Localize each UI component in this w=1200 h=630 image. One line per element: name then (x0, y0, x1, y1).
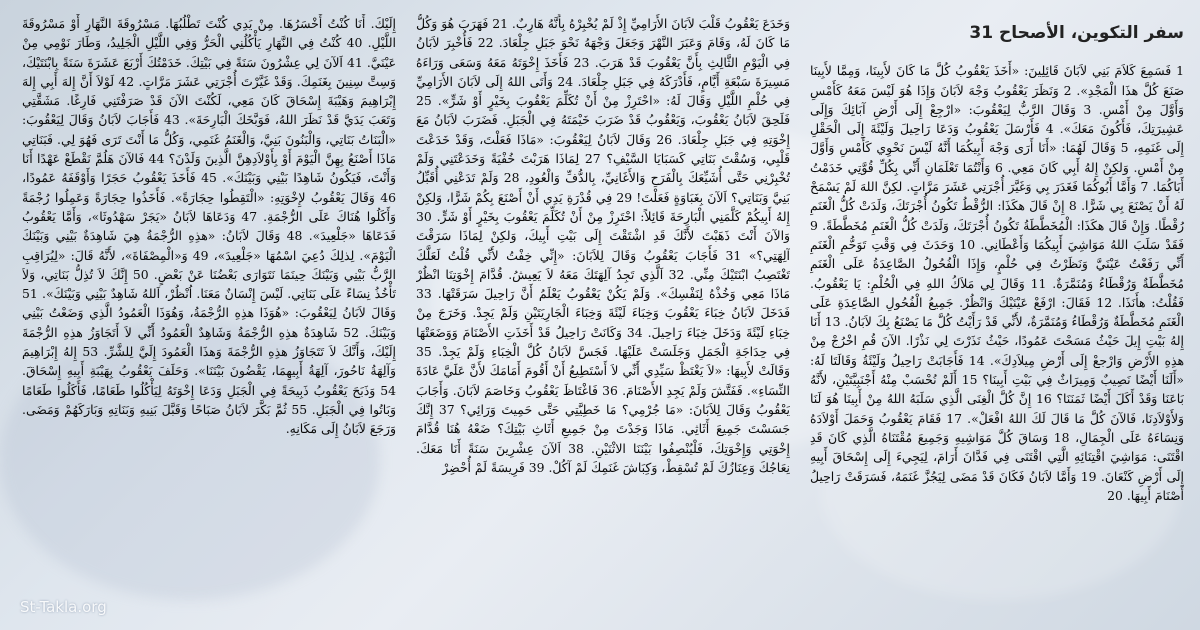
site-watermark: St-Takla.org (20, 598, 107, 616)
text-column-right (810, 14, 1184, 604)
text-column-left (22, 14, 396, 604)
text-columns (22, 14, 1184, 604)
text-column-middle (416, 14, 790, 604)
column-text: إِلَيْكَ. أَنَا كُنْتُ أَخْسَرُهَا. مِنْ يَدِي كُنْتَ تَطْلُبُهَا. مَسْرُوقَةَ النَّهَارِ أَوْ مَسْرُوقَةَ اللَّيْلِ. 40 كُنْتُ فِي النَّهَارِ يَأْكُلُنِي الْحَرُّ وَفِي اللَّيْلِ الْجَلِيدُ، وَطَارَ نَوْمِي مِنْ عَيْنَيَّ. 41 اَلآنَ لِي عِشْرُونَ سَنَةً فِي بَيْتِكَ. خَدَمْتُكَ أَرْبَعَ عَشَرَةَ سَنَةً بِابْنَتَيْكَ، وَسِتَّ سِنِينَ بِغَنَمِكَ. وَقَدْ غَيَّرْتَ أُجْرَتِي عَشَرَ مَرَّاتٍ. 42 لَوْلاَ أَنَّ إِلهَ أَبِي إِلهَ إِبْرَاهِيمَ وَهَيْبَةَ إِسْحَاقَ كَانَ مَعِي، لَكُنْتَ الآنَ قَدْ صَرَفْتَنِي فَارِغًا. مَشَقَّتِي وَتَعَبَ يَدَيَّ قَدْ نَظَرَ اللهُ، فَوَبَّخَكَ الْبَارِحَةَ». 43 فَأَجَابَ لاَبَانُ وَقَالَ لِيَعْقُوبَ: «الْبَنَاتُ بَنَاتِي، وَالْبَنُونَ بَنِيَّ، وَالْغَنَمُ غَنَمِي، وَكُلُّ مَا أَنْتَ تَرَى فَهُوَ لِي. فَبَنَاتِي مَاذَا أَصْنَعُ بِهِنَّ الْيَوْمَ أَوْ بِأَوْلاَدِهِنَّ الَّذِينَ وَلَدْنَ؟ 44 فَالآنَ هَلُمَّ نَقْطَعْ عَهْدًا أَنَا وَأَنْتَ، فَيَكُونُ شَاهِدًا بَيْنِي وَبَيْنَكَ». 45 فَأَخَذَ يَعْقُوبُ حَجَرًا وَأَوْقَفَهُ عَمُودًا، 46 وَقَالَ يَعْقُوبُ لإِخْوَتِهِ: «الْتَقِطُوا حِجَارَةً». فَأَخَذُوا حِجَارَةً وَعَمِلُوا رُجْمَةً وَأَكَلُوا هُنَاكَ عَلَى الرُّجْمَةِ. 47 وَدَعَاهَا لاَبَانُ «يَجَرْ سَهْدُوثَا»، وَأَمَّا يَعْقُوبُ فَدَعَاهَا «جَلْعِيدَ». 48 وَقَالَ لاَبَانُ: «هذِهِ الرُّجْمَةُ هِيَ شَاهِدَةٌ بَيْنِي وَبَيْنَكَ الْيَوْمَ». لِذلِكَ دُعِيَ اسْمُهَا «جَلْعِيدَ»، 49 وَ«الْمِصْفَاةَ»، لأَنَّهُ قَالَ: «لِيُرَاقِبِ الرَّبُّ بَيْنِي وَبَيْنَكَ حِينَمَا نَتَوَارَى بَعْضُنَا عَنْ بَعْضٍ. 50 إِنَّكَ لاَ تُذِلُّ بَنَاتِي، وَلاَ تَأْخُذُ نِسَاءً عَلَى بَنَاتِي. لَيْسَ إِنْسَانٌ مَعَنَا. اُنْظُرْ، اَللهُ شَاهِدٌ بَيْنِي وَبَيْنَكَ». 51 وَقَالَ لاَبَانُ لِيَعْقُوبَ: «هُوَذَا هذِهِ الرُّجْمَةُ، وَهُوَذَا الْعَمُودُ الَّذِي وَضَعْتُ بَيْنِي وَبَيْنَكَ. 52 شَاهِدَةٌ هذِهِ الرُّجْمَةُ وَشَاهِدٌ الْعَمُودُ أَنِّي لاَ أَتَجَاوَزُ هذِهِ الرُّجْمَةَ إِلَيْكَ، وَأَنَّكَ لاَ تَتَجَاوَزُ هذِهِ الرُّجْمَةَ وَهذَا الْعَمُودَ إِلَيَّ لِلشَّرِّ. 53 إِلهُ إِبْرَاهِيمَ وَآلِهَةُ نَاحُورَ، آلِهَةُ أَبِيهِمَا، يَقْضُونَ بَيْنَنَا». وَحَلَفَ يَعْقُوبُ بِهَيْبَةِ أَبِيهِ إِسْحَاقَ. 54 وَذَبَحَ يَعْقُوبُ ذَبِيحَةً فِي الْجَبَلِ وَدَعَا إِخْوَتَهُ لِيَأْكُلُوا طَعَامًا، فَأَكَلُوا طَعَامًا وَبَاتُوا فِي الْجَبَلِ. 55 ثُمَّ بَكَّرَ لاَبَانُ صَبَاحًا وَقَبَّلَ بَنِيهِ وَبَنَاتِهِ وَبَارَكَهُمْ وَمَضَى. وَرَجَعَ لاَبَانُ إِلَى مَكَانِهِ. (22, 16, 396, 437)
column-text: وَخَدَعَ يَعْقُوبُ قَلْبَ لاَبَانَ الأَرَامِيِّ إِذْ لَمْ يُخْبِرْهُ بِأَنَّهُ هَارِبٌ. 21 فَهَرَبَ هُوَ وَكُلُّ مَا كَانَ لَهُ، وَقَامَ وَعَبَرَ النَّهْرَ وَجَعَلَ وَجْهَهُ نَحْوَ جَبَلِ جِلْعَادَ. 22 فَأُخْبِرَ لاَبَانُ فِي الْيَوْمِ الثَّالِثِ بِأَنَّ يَعْقُوبَ قَدْ هَرَبَ. 23 فَأَخَذَ إِخْوَتَهُ مَعَهُ وَسَعَى وَرَاءَهُ مَسِيرَةَ سَبْعَةِ أَيَّامٍ، فَأَدْرَكَهُ فِي جَبَلِ جِلْعَادَ. 24 وَأَتَى اللهُ إِلَى لاَبَانَ الأَرَامِيِّ فِي حُلْمِ اللَّيْلِ وَقَالَ لَهُ: «احْتَرِزْ مِنْ أَنْ تُكَلِّمَ يَعْقُوبَ بِخَيْرٍ أَوْ شَرٍّ». 25 فَلَحِقَ لاَبَانُ يَعْقُوبَ، وَيَعْقُوبُ قَدْ ضَرَبَ خَيْمَتَهُ فِي الْجَبَلِ. فَضَرَبَ لاَبَانُ مَعَ إِخْوَتِهِ فِي جَبَلِ جِلْعَادَ. 26 وَقَالَ لاَبَانُ لِيَعْقُوبَ: «مَاذَا فَعَلْتَ، وَقَدْ خَدَعْتَ قَلْبِي، وَسُقْتَ بَنَاتِي كَسَبَايَا السَّيْفِ؟ 27 لِمَاذَا هَرَبْتَ خُفْيَةً وَخَدَعْتَنِي وَلَمْ تُخْبِرْنِي حَتَّى أُشَيِّعَكَ بِالْفَرَحِ وَالأَغَانِيِّ، بِالدُّفِّ وَالْعُودِ، 28 وَلَمْ تَدَعْنِي أُقَبِّلُ بَنِيَّ وَبَنَاتِي؟ اَلآنَ بِغَبَاوَةٍ فَعَلْتَ! 29 فِي قُدْرَةِ يَدِي أَنْ أَصْنَعَ بِكُمْ شَرًّا، وَلكِنْ إِلهُ أَبِيكُمْ كَلَّمَنِي الْبَارِحَةَ قَائِلاً: احْتَرِزْ مِنْ أَنْ تُكَلِّمَ يَعْقُوبَ بِخَيْرٍ أَوْ شَرٍّ. 30 وَالآنَ أَنْتَ ذَهَبْتَ لأَنَّكَ قَدِ اشْتَقْتَ إِلَى بَيْتِ أَبِيكَ، وَلكِنْ لِمَاذَا سَرَقْتَ آلِهَتِي؟» 31 فَأَجَابَ يَعْقُوبُ وَقَالَ لِلاَبَانَ: «إِنِّي خِفْتُ لأَنِّي قُلْتُ لَعَلَّكَ تَغْتَصِبُ ابْنَتَيْكَ مِنِّي. 32 اَلَّذِي تَجِدُ آلِهَتَكَ مَعَهُ لاَ يَعِيشُ. قُدَّامَ إِخْوَتِنَا انْظُرْ مَاذَا مَعِي وَخُذْهُ لِنَفْسِكَ». وَلَمْ يَكُنْ يَعْقُوبُ يَعْلَمُ أَنَّ رَاحِيلَ سَرَقَتْهَا. 33 فَدَخَلَ لاَبَانُ خِبَاءَ يَعْقُوبَ وَخِبَاءَ لَيْئَةَ وَخِبَاءَ الْجَارِيَتَيْنِ وَلَمْ يَجِدْ. وَخَرَجَ مِنْ خِبَاءِ لَيْئَةَ وَدَخَلَ خِبَاءَ رَاحِيلَ. 34 وَكَانَتْ رَاحِيلُ قَدْ أَخَذَتِ الأَصْنَامَ وَوَضَعَتْهَا فِي حِدَاجَةِ الْجَمَلِ وَجَلَسَتْ عَلَيْهَا. فَجَسَّ لاَبَانُ كُلَّ الْخِبَاءِ وَلَمْ يَجِدْ. 35 وَقَالَتْ لأَبِيهَا: «لاَ يَغْتَظْ سَيِّدِي أَنِّي لاَ أَسْتَطِيعُ أَنْ أَقُومَ أَمَامَكَ لأَنَّ عَلَيَّ عَادَةَ النِّسَاءِ». فَفَتَّشَ وَلَمْ يَجِدِ الأَصْنَامَ. 36 فَاغْتَاظَ يَعْقُوبُ وَخَاصَمَ لاَبَانَ. وَأَجَابَ يَعْقُوبُ وَقَالَ لِلاَبَانَ: «مَا جُرْمِي؟ مَا خَطِيَّتِي حَتَّى حَمِيتَ وَرَائِي؟ 37 إِنَّكَ جَسَسْتَ جَمِيعَ أَثَاثِي. مَاذَا وَجَدْتَ مِنْ جَمِيعِ أَثَاثِ بَيْتِكَ؟ ضَعْهُ هُنَا قُدَّامَ إِخْوَتِي وَإِخْوَتِكَ، فَلْيُنْصِفُوا بَيْنَنَا الاثْنَيْنِ. 38 اَلآنَ عِشْرِينَ سَنَةً أَنَا مَعَكَ. نِعَاجُكَ وَعِنَازُكَ لَمْ تُسْقِطْ، وَكِبَاشَ غَنَمِكَ لَمْ آكُلْ. 39 فَرِيسَةً لَمْ أُحْضِرْ (416, 16, 790, 475)
column-text: 1 فَسَمِعَ كَلاَمَ بَنِي لاَبَانَ قَائِلِينَ: «أَخَذَ يَعْقُوبُ كُلَّ مَا كَانَ لأَبِينَا، وَمِمَّا لأَبِينَا صَنَعَ كُلَّ هذَا الْمَجْدِ». 2 وَنَظَرَ يَعْقُوبُ وَجْهَ لاَبَانَ وَإِذَا هُوَ لَيْسَ مَعَهُ كَأَمْسِ وَأَوَّلَ مِنْ أَمْسِ. 3 وَقَالَ الرَّبُّ لِيَعْقُوبَ: «ارْجِعْ إِلَى أَرْضِ آبَائِكَ وَإِلَى عَشِيرَتِكَ، فَأَكُونَ مَعَكَ». 4 فَأَرْسَلَ يَعْقُوبُ وَدَعَا رَاحِيلَ وَلَيْئَةَ إِلَى الْحَقْلِ إِلَى غَنَمِهِ، 5 وَقَالَ لَهُمَا: «أَنَا أَرَى وَجْهَ أَبِيكُمَا أَنَّهُ لَيْسَ نَحْوِي كَأَمْسِ وَأَوَّلَ مِنْ أَمْسِ. وَلكِنْ إِلهُ أَبِي كَانَ مَعِي. 6 وَأَنْتُمَا تَعْلَمَانِ أَنِّي بِكُلِّ قُوَّتِي خَدَمْتُ أَبَاكُمَا. 7 وَأَمَّا أَبُوكُمَا فَغَدَرَ بِي وَغَيَّرَ أُجْرَتِي عَشَرَ مَرَّاتٍ. لكِنَّ اللهَ لَمْ يَسْمَحْ لَهُ أَنْ يَصْنَعَ بِي شَرًّا. 8 إِنْ قَالَ هكَذَا: الرُّقْطُ تَكُونُ أُجْرَتَكَ، وَلَدَتْ كُلُّ الْغَنَمِ رُقْطًا. وَإِنْ قَالَ هكَذَا: الْمُخَطَّطَةُ تَكُونُ أُجْرَتَكَ، وَلَدَتْ كُلُّ الْغَنَمِ مُخَطَّطَةً. 9 فَقَدْ سَلَبَ اللهُ مَوَاشِيَ أَبِيكُمَا وَأَعْطَانِي. 10 وَحَدَثَ فِي وَقْتِ تَوَحُّمِ الْغَنَمِ أَنِّي رَفَعْتُ عَيْنَيَّ وَنَظَرْتُ فِي حُلْمٍ، وَإِذَا الْفُحُولُ الصَّاعِدَةُ عَلَى الْغَنَمِ مُخَطَّطَةٌ وَرُقْطَاءُ وَمُنَمَّرَةٌ. 11 وَقَالَ لِي مَلاَكُ اللهِ فِي الْحُلْمِ: يَا يَعْقُوبُ. فَقُلْتُ: هأَنَذَا. 12 فَقَالَ: ارْفَعْ عَيْنَيْكَ وَانْظُرْ. جَمِيعُ الْفُحُولِ الصَّاعِدَةِ عَلَى الْغَنَمِ مُخَطَّطَةٌ وَرُقْطَاءُ وَمُنَمَّرَةٌ، لأَنِّي قَدْ رَأَيْتُ كُلَّ مَا يَصْنَعُ بِكَ لاَبَانُ. 13 أَنَا إِلهُ بَيْتِ إِيلَ حَيْثُ مَسَحْتَ عَمُودًا، حَيْثُ نَذَرْتَ لِي نَذْرًا. الآنَ قُمِ اخْرُجْ مِنْ هذِهِ الأَرْضِ وَارْجعْ إِلَى أَرْضِ مِيلاَدِكَ». 14 فَأَجَابَتْ رَاحِيلُ وَلَيْئَةُ وَقَالَتَا لَهُ: «أَلَنَا أَيْضًا نَصِيبٌ وَمِيرَاثٌ فِي بَيْتِ أَبِينَا؟ 15 أَلَمْ نُحْسَبْ مِنْهُ أَجْنَبِيَّتَيْنِ، لأَنَّهُ بَاعَنَا وَقَدْ أَكَلَ أَيْضًا ثَمَنَنَا؟ 16 إِنَّ كُلَّ الْغِنَى الَّذِي سَلَبَهُ اللهُ مِنْ أَبِينَا هُوَ لَنَا وَلأَوْلاَدِنَا، فَالآنَ كُلَّ مَا قَالَ لَكَ اللهُ افْعَلْ». 17 فَقَامَ يَعْقُوبُ وَحَمَلَ أَوْلاَدَهُ وَنِسَاءَهُ عَلَى الْجِمَالِ، 18 وَسَاقَ كُلَّ مَوَاشِيهِ وَجَمِيعَ مُقْتَنَاهُ الَّذِي كَانَ قَدِ اقْتَنَى: مَوَاشِيَ اقْتِنَائِهِ الَّتِي اقْتَنَى فِي فَدَّانَ أَرَامَ، لِيَجِيءَ إِلَى إِسْحَاقَ أَبِيهِ إِلَى أَرْضِ كَنْعَانَ. 19 وَأَمَّا لاَبَانُ فَكَانَ قَدْ مَضَى لِيَجُزَّ غَنَمَهُ، فَسَرَقَتْ رَاحِيلُ أَصْنَامَ أَبِيهَا. 20 (810, 63, 1184, 503)
page-title: سفر التكوين، الأصحاح 31 (969, 23, 1184, 43)
